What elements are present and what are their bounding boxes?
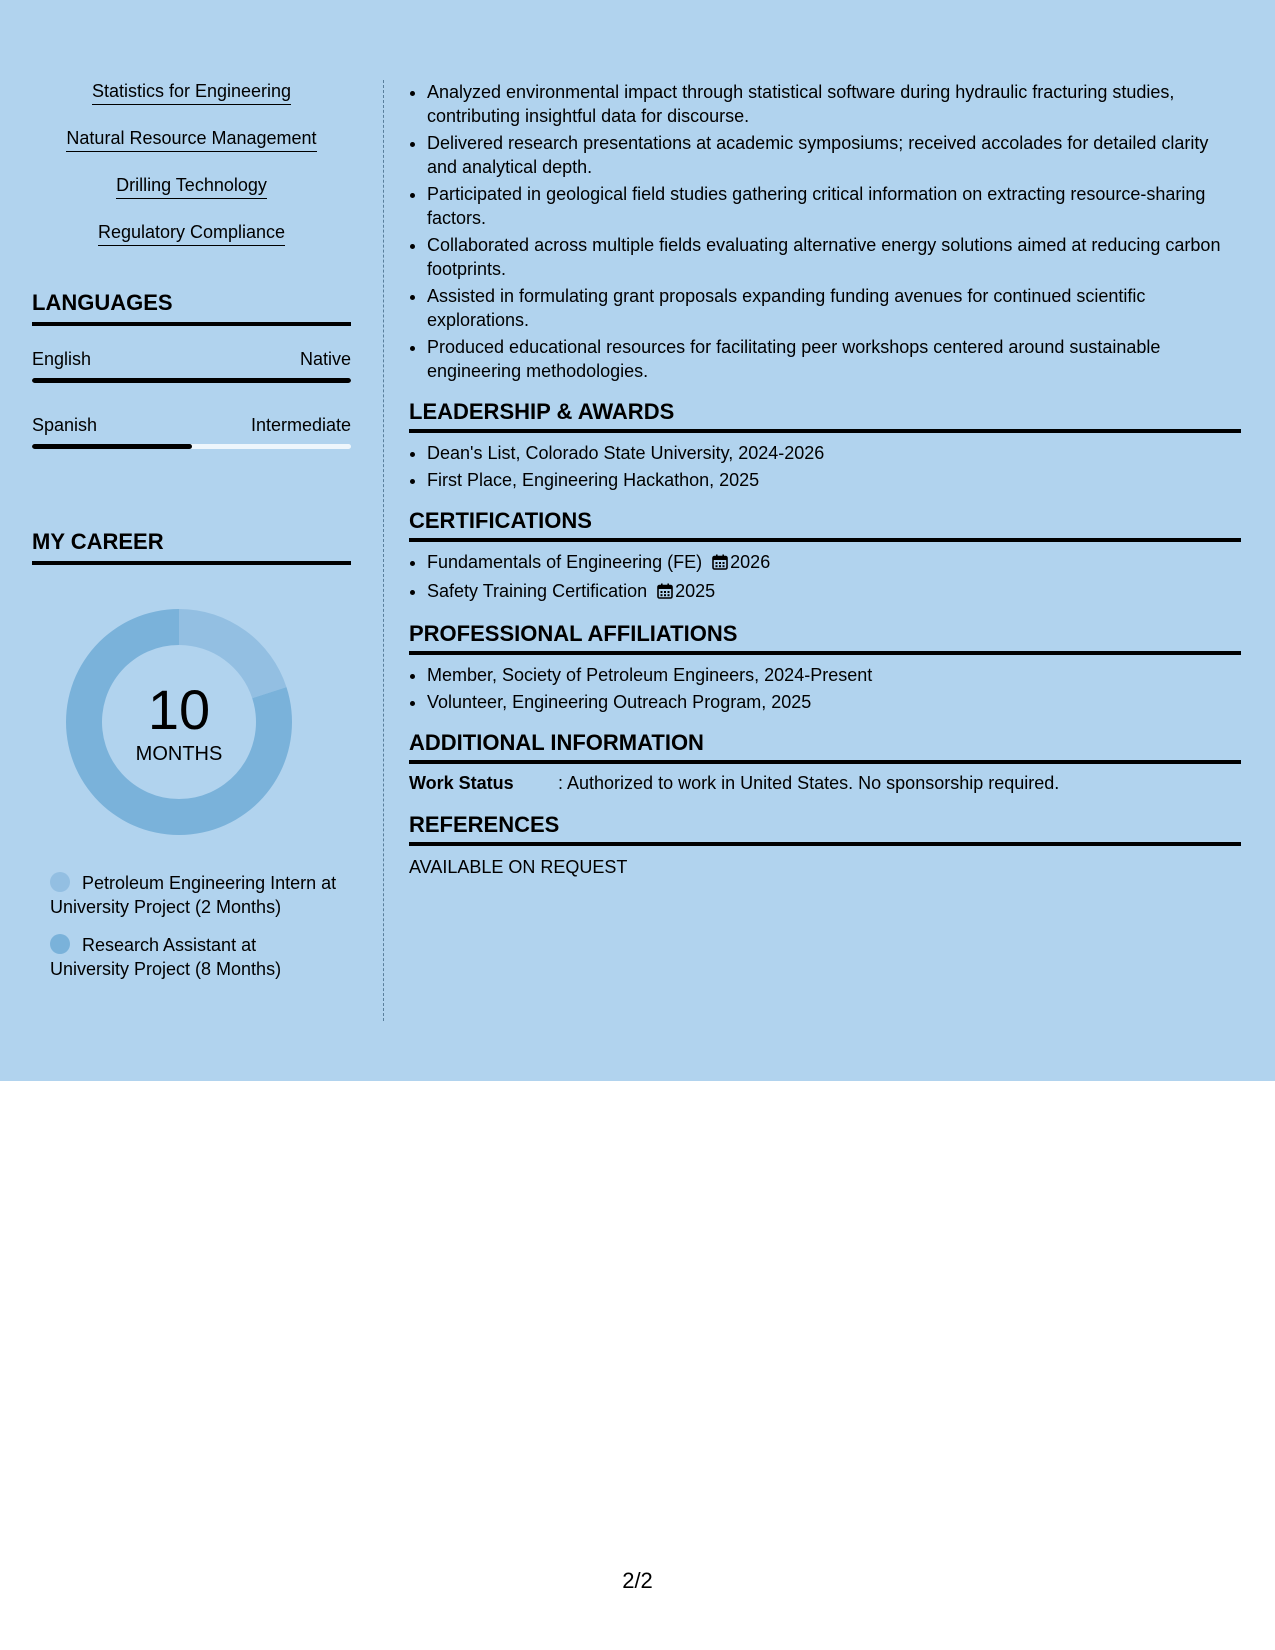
certification-name: Fundamentals of Engineering (FE)	[427, 552, 703, 572]
languages-section	[32, 290, 351, 449]
sidebar	[32, 80, 351, 995]
certification-name: Safety Training Certification	[427, 581, 648, 601]
leadership-section	[409, 399, 1241, 492]
certification-item	[427, 550, 1241, 576]
column-divider	[383, 80, 384, 1021]
legend-label: Research Assistant at University Project (8 Months)	[50, 935, 282, 979]
leadership-item: • First Place, Engineering Hackathon, 2025	[427, 468, 1241, 492]
affiliation-item: • Volunteer, Engineering Outreach Program, 2025	[427, 690, 1241, 714]
experience-bullet: • Assisted in formulating grant proposals expanding funding avenues for continued scientific explorations.	[427, 284, 1241, 332]
skill-label: Regulatory Compliance	[98, 221, 285, 246]
certification-year: 2025	[675, 581, 716, 601]
language-proficiency-fill	[32, 378, 351, 383]
affiliations-section	[409, 621, 1241, 714]
calendar-icon	[712, 552, 728, 576]
legend-dot-icon	[50, 872, 70, 892]
experience-bullet: • Collaborated across multiple fields evaluating alternative energy solutions aimed at reducing carbon footprints.	[427, 233, 1241, 281]
main-content	[409, 80, 1241, 879]
work-status-value: : Authorized to work in United States. No sponsorship required.	[558, 773, 1060, 793]
experience-bullets	[409, 80, 1241, 383]
references-heading: REFERENCES	[409, 812, 1241, 846]
experience-bullet: • Produced educational resources for facilitating peer workshops centered around sustainable engineering methodologies.	[427, 335, 1241, 383]
language-proficiency-bar	[32, 444, 351, 449]
experience-bullet: • Analyzed environmental impact through statistical software during hydraulic fracturing studies, contributing insightful data for discourse.	[427, 80, 1241, 128]
career-section	[32, 529, 351, 981]
work-status-row	[409, 771, 1241, 795]
affiliations-heading: PROFESSIONAL AFFILIATIONS	[409, 621, 1241, 655]
skill-item	[32, 127, 351, 152]
work-status-label: Work Status	[409, 773, 514, 793]
language-item	[32, 348, 351, 383]
legend-item	[50, 933, 340, 981]
experience-bullet: • Participated in geological field studies gathering critical information on extracting resource-sharing factors.	[427, 182, 1241, 230]
skill-label: Statistics for Engineering	[92, 80, 291, 105]
skill-label: Natural Resource Management	[66, 127, 316, 152]
certification-item	[427, 579, 1241, 605]
language-name: English	[32, 349, 92, 369]
additional-info-heading: ADDITIONAL INFORMATION	[409, 730, 1241, 764]
references-section	[409, 812, 1241, 879]
affiliation-item: • Member, Society of Petroleum Engineers, 2024-Present	[427, 663, 1241, 687]
language-level: Intermediate	[250, 415, 351, 435]
references-text: AVAILABLE ON REQUEST	[409, 857, 628, 877]
legend-label: Petroleum Engineering Intern at University Project (2 Months)	[50, 873, 337, 917]
skill-item	[32, 221, 351, 246]
language-proficiency-bar	[32, 378, 351, 383]
legend-item	[50, 871, 340, 919]
leadership-item: • Dean's List, Colorado State University, 2024-2026	[427, 441, 1241, 465]
calendar-icon	[657, 581, 673, 605]
page-number: 2/2	[622, 1568, 653, 1593]
language-item	[32, 414, 351, 449]
career-total-months: 10	[147, 678, 211, 741]
legend-dot-icon	[50, 934, 70, 954]
skills-list	[32, 80, 351, 246]
skill-item	[32, 174, 351, 199]
certifications-section	[409, 508, 1241, 605]
language-name: Spanish	[32, 415, 98, 435]
leadership-heading: LEADERSHIP & AWARDS	[409, 399, 1241, 433]
additional-info-section	[409, 730, 1241, 795]
skill-label: Drilling Technology	[116, 174, 267, 199]
skill-item	[32, 80, 351, 105]
career-heading: MY CAREER	[32, 529, 351, 565]
certifications-heading: CERTIFICATIONS	[409, 508, 1241, 542]
career-legend	[50, 871, 340, 981]
language-level: Native	[299, 349, 351, 369]
career-total-unit: MONTHS	[135, 743, 223, 765]
career-donut-chart	[66, 609, 292, 835]
certification-year: 2026	[730, 552, 771, 572]
experience-bullet: • Delivered research presentations at academic symposiums; received accolades for detailed clarity and analytical depth.	[427, 131, 1241, 179]
language-proficiency-fill	[32, 444, 192, 449]
languages-heading: LANGUAGES	[32, 290, 351, 326]
